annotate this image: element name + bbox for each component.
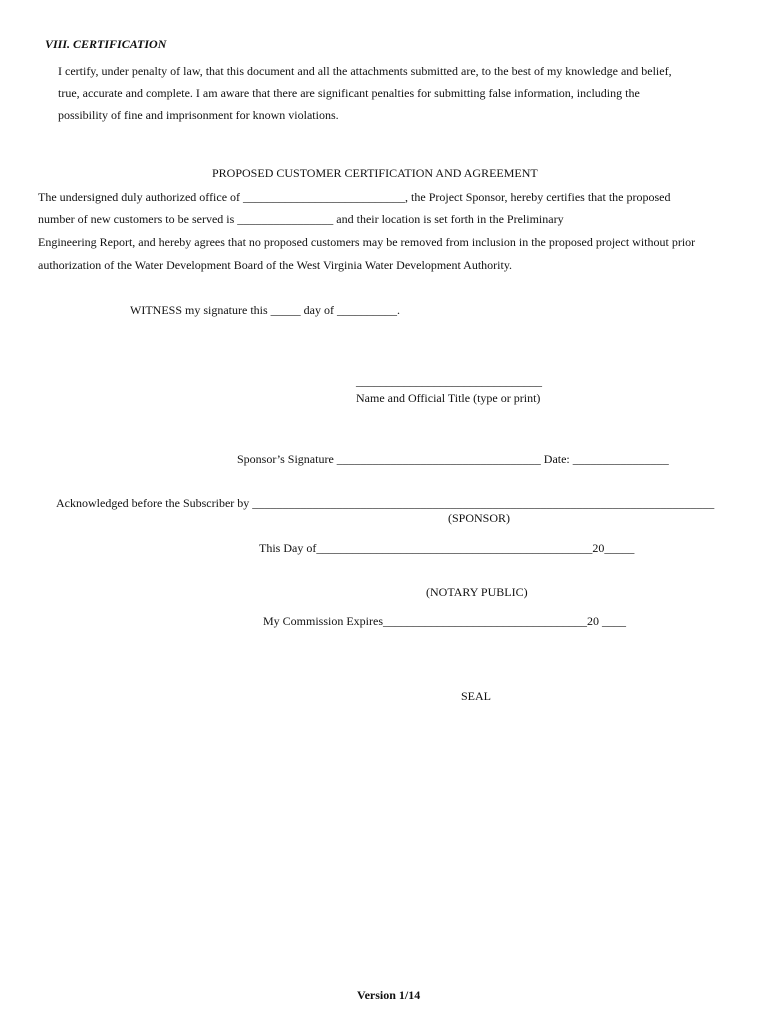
name-title-label: Name and Official Title (type or print)	[356, 391, 541, 405]
agreement-title: PROPOSED CUSTOMER CERTIFICATION AND AGREEMENT	[212, 166, 538, 180]
seal-label: SEAL	[461, 689, 491, 703]
version-footer: Version 1/14	[357, 988, 421, 1002]
name-title-signature-line: _______________________________	[356, 374, 542, 388]
this-day-line: This Day of______________________________________________20_____	[259, 541, 635, 555]
certification-line-1: I certify, under penalty of law, that this document and all the attachments submitted are, to the best of my knowledge and belief,	[58, 64, 672, 78]
certification-line-3: possibility of fine and imprisonment for known violations.	[58, 108, 339, 122]
section-heading: VIII. CERTIFICATION	[45, 37, 167, 51]
commission-expires-line: My Commission Expires__________________________________20 ____	[263, 614, 627, 628]
notary-public-label: (NOTARY PUBLIC)	[426, 585, 528, 599]
agreement-line-4: authorization of the Water Development Board of the West Virginia Water Development Authority.	[38, 258, 513, 272]
agreement-line-3: Engineering Report, and hereby agrees that no proposed customers may be removed from inclusion in the proposed project without prior	[38, 235, 696, 249]
sponsor-signature-line: Sponsor’s Signature __________________________________ Date: ________________	[237, 452, 669, 466]
sponsor-label: (SPONSOR)	[448, 511, 511, 525]
agreement-line-2: number of new customers to be served is ________________ and their location is set forth in the Preliminary	[38, 212, 564, 226]
acknowledged-line: Acknowledged before the Subscriber by _____________________________________________________________________________	[56, 496, 715, 510]
agreement-line-1: The undersigned duly authorized office of ___________________________, the Project Sponsor, hereby certifies that the proposed	[38, 190, 671, 204]
certification-line-2: true, accurate and complete. I am aware that there are significant penalties for submitting false information, including the	[58, 86, 640, 100]
witness-line: WITNESS my signature this _____ day of __________.	[130, 303, 400, 317]
